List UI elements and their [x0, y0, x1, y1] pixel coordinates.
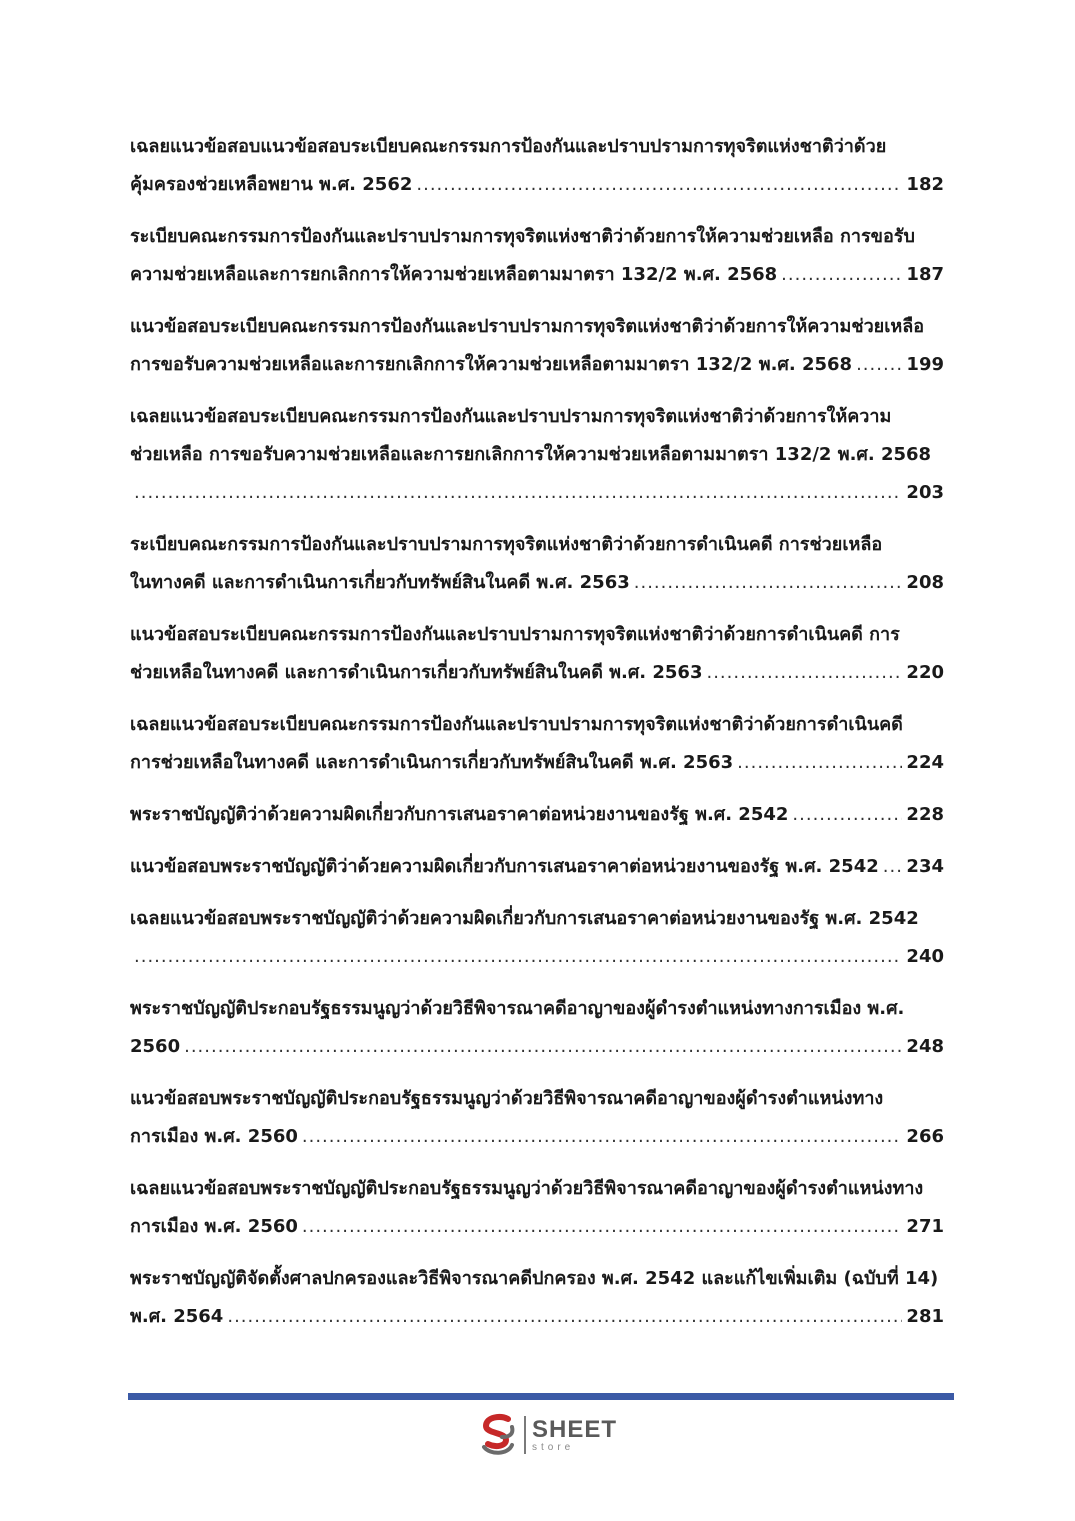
dot-leader	[737, 744, 902, 782]
logo-subword: store	[532, 1441, 575, 1453]
toc-entry[interactable]	[130, 796, 944, 834]
dot-leader	[184, 1028, 902, 1066]
toc-entry-title-line2: ความช่วยเหลือและการยกเลิกการให้ความช่วยเหลือตามมาตรา 132/2 พ.ศ. 2568	[130, 264, 778, 285]
toc-entry-title-line1: ระเบียบคณะกรรมการป้องกันและปราบปรามการทุจริตแห่งชาติว่าด้วยการดำเนินคดี การช่วยเหลือ	[130, 534, 883, 555]
toc-entry-title-line1: พระราชบัญญัติประกอบรัฐธรรมนูญว่าด้วยวิธีพิจารณาคดีอาญาของผู้ดำรงตำแหน่งทางการเมือง พ.ศ.	[130, 998, 905, 1019]
toc-page-number: 220	[906, 662, 944, 683]
toc-entry[interactable]	[130, 706, 944, 782]
toc-page-number: 203	[906, 482, 944, 503]
toc-entry-title-line1: ระเบียบคณะกรรมการป้องกันและปราบปรามการทุจริตแห่งชาติว่าด้วยการให้ความช่วยเหลือ การขอรับ	[130, 226, 915, 247]
dot-leader	[302, 1118, 903, 1156]
toc-entry[interactable]	[130, 900, 944, 976]
toc-page-number: 248	[906, 1036, 944, 1057]
toc-entry[interactable]	[130, 848, 944, 886]
sheet-s-logo-icon	[478, 1413, 518, 1457]
toc-entry[interactable]	[130, 1260, 944, 1336]
toc-entry-title-line2: คุ้มครองช่วยเหลือพยาน พ.ศ. 2562	[130, 174, 413, 195]
toc-entry[interactable]	[130, 616, 944, 692]
toc-page-number: 182	[906, 174, 944, 195]
footer-rule	[128, 1393, 954, 1400]
logo-wordmark	[532, 1415, 618, 1453]
dot-leader	[134, 938, 902, 976]
dot-leader	[856, 346, 902, 384]
toc-entry-title-line1: แนวข้อสอบระเบียบคณะกรรมการป้องกันและปราบปรามการทุจริตแห่งชาติว่าด้วยการดำเนินคดี การ	[130, 624, 900, 645]
toc-entry[interactable]	[130, 1080, 944, 1156]
toc-entry-title-line2: พ.ศ. 2564	[130, 1306, 224, 1327]
dot-leader	[134, 474, 902, 512]
toc-page-number: 199	[906, 354, 944, 375]
toc-entry-title-line1: แนวข้อสอบพระราชบัญญัติประกอบรัฐธรรมนูญว่าด้วยวิธีพิจารณาคดีอาญาของผู้ดำรงตำแหน่งทาง	[130, 1088, 884, 1109]
toc-page-number: 228	[906, 804, 944, 825]
toc-entry-title-line1: เฉลยแนวข้อสอบพระราชบัญญัติว่าด้วยความผิดเกี่ยวกับการเสนอราคาต่อหน่วยงานของรัฐ พ.ศ. 2542	[130, 908, 919, 929]
dot-leader	[416, 166, 902, 204]
toc-page-number: 240	[906, 946, 944, 967]
toc-entry[interactable]	[130, 526, 944, 602]
toc-entry-title-line1: เฉลยแนวข้อสอบแนวข้อสอบระเบียบคณะกรรมการป้องกันและปราบปรามการทุจริตแห่งชาติว่าด้วย	[130, 136, 887, 157]
toc-entry-title-line2: การเมือง พ.ศ. 2560	[130, 1126, 298, 1147]
logo-word: SHEET	[532, 1415, 618, 1443]
toc-page-number: 224	[906, 752, 944, 773]
toc-entry-title-line2: ช่วยเหลือในทางคดี และการดำเนินการเกี่ยวกับทรัพย์สินในคดี พ.ศ. 2563	[130, 662, 703, 683]
dot-leader	[227, 1298, 902, 1336]
toc-entry-title-line1: พระราชบัญญัติจัดตั้งศาลปกครองและวิธีพิจารณาคดีปกครอง พ.ศ. 2542 และแก้ไขเพิ่มเติม (ฉบับที่ 14)	[130, 1268, 939, 1289]
toc-entry[interactable]	[130, 128, 944, 204]
logo-separator	[524, 1416, 526, 1454]
table-of-contents	[130, 128, 944, 1350]
toc-page-number: 266	[906, 1126, 944, 1147]
toc-entry-title-line1: เฉลยแนวข้อสอบพระราชบัญญัติประกอบรัฐธรรมนูญว่าด้วยวิธีพิจารณาคดีอาญาของผู้ดำรงตำแหน่งทาง	[130, 1178, 924, 1199]
toc-entry-title-line1: เฉลยแนวข้อสอบระเบียบคณะกรรมการป้องกันและปราบปรามการทุจริตแห่งชาติว่าด้วยการให้ความ	[130, 406, 892, 427]
toc-entry-title-line1: แนวข้อสอบระเบียบคณะกรรมการป้องกันและปราบปรามการทุจริตแห่งชาติว่าด้วยการให้ความช่วยเหลือ	[130, 316, 925, 337]
toc-entry[interactable]	[130, 218, 944, 294]
toc-entry[interactable]	[130, 308, 944, 384]
dot-leader	[302, 1208, 903, 1246]
toc-page-number: 187	[906, 264, 944, 285]
dot-leader	[883, 848, 903, 886]
toc-entry-title: แนวข้อสอบพระราชบัญญัติว่าด้วยความผิดเกี่ยวกับการเสนอราคาต่อหน่วยงานของรัฐ พ.ศ. 2542	[130, 856, 879, 877]
toc-page-number: 271	[906, 1216, 944, 1237]
toc-entry-title-line2: การขอรับความช่วยเหลือและการยกเลิกการให้ความช่วยเหลือตามมาตรา 132/2 พ.ศ. 2568	[130, 354, 853, 375]
dot-leader	[781, 256, 902, 294]
toc-entry-title-line2: 2560	[130, 1036, 181, 1057]
toc-page-number: 234	[906, 856, 944, 877]
toc-entry[interactable]	[130, 398, 944, 512]
sheet-store-logo	[478, 1410, 628, 1460]
toc-entry[interactable]	[130, 990, 944, 1066]
toc-entry-title-line2: ในทางคดี และการดำเนินการเกี่ยวกับทรัพย์สินในคดี พ.ศ. 2563	[130, 572, 630, 593]
toc-page-number: 281	[906, 1306, 944, 1327]
toc-entry-title-line2: การเมือง พ.ศ. 2560	[130, 1216, 298, 1237]
dot-leader	[634, 564, 903, 602]
toc-page-number: 208	[906, 572, 944, 593]
toc-entry-title-line1: เฉลยแนวข้อสอบระเบียบคณะกรรมการป้องกันและปราบปรามการทุจริตแห่งชาติว่าด้วยการดำเนินคดี	[130, 714, 903, 735]
toc-entry-title-line2: ช่วยเหลือ การขอรับความช่วยเหลือและการยกเลิกการให้ความช่วยเหลือตามมาตรา 132/2 พ.ศ. 2568	[130, 444, 932, 465]
toc-entry-title-line2: การช่วยเหลือในทางคดี และการดำเนินการเกี่ยวกับทรัพย์สินในคดี พ.ศ. 2563	[130, 752, 734, 773]
dot-leader	[706, 654, 902, 692]
toc-entry-title: พระราชบัญญัติว่าด้วยความผิดเกี่ยวกับการเสนอราคาต่อหน่วยงานของรัฐ พ.ศ. 2542	[130, 804, 789, 825]
toc-entry[interactable]	[130, 1170, 944, 1246]
dot-leader	[792, 796, 902, 834]
